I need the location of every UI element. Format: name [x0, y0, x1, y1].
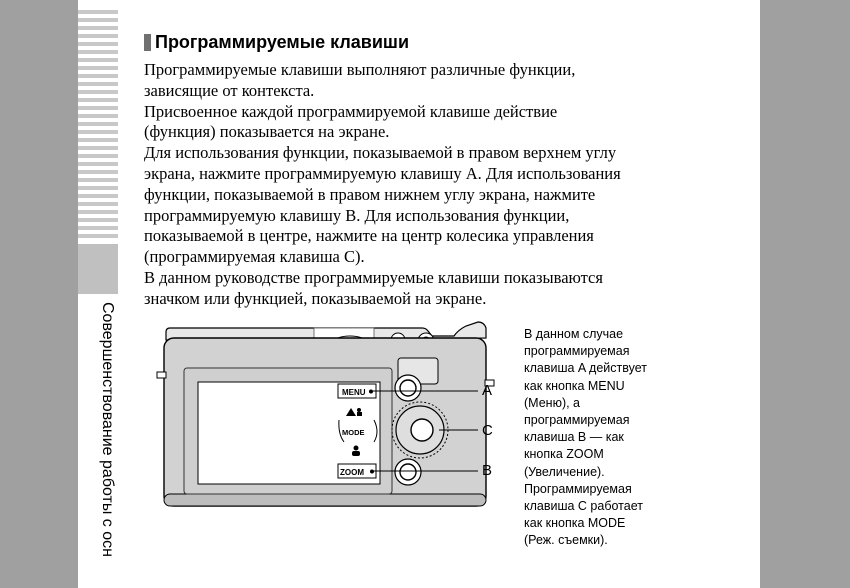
paragraph: [144, 60, 744, 102]
paragraph: [144, 102, 744, 144]
paragraph: [144, 268, 744, 310]
tab-marker: [78, 244, 118, 294]
menu-dot: [369, 390, 373, 394]
camera-bottom-edge: [164, 494, 486, 506]
section-heading: [144, 32, 409, 53]
screen-label-menu: MENU: [342, 388, 366, 397]
text-line: экрана, нажмите программируемую клавишу A. Для использования: [144, 163, 621, 183]
caption-line: кнопка ZOOM: [524, 447, 604, 462]
callout-c: C: [482, 422, 493, 439]
text-line: (программируемая клавиша C).: [144, 247, 365, 267]
caption-line: как кнопка MENU: [524, 378, 625, 393]
body-text: [144, 60, 744, 310]
chapter-tab: [78, 0, 118, 588]
text-line: значком или функцией, показываемой на экране.: [144, 288, 487, 308]
callout-b: B: [482, 462, 493, 479]
caption-line: программируемая: [524, 413, 630, 428]
caption-line: (Увеличение).: [524, 464, 605, 479]
text-line: Присвоенное каждой программируемой клавише действие: [144, 101, 558, 121]
text-line: В данном руководстве программируемые клавиши показываются: [144, 267, 603, 287]
callout-a: A: [482, 382, 493, 399]
screen-label-zoom: ZOOM: [340, 468, 364, 477]
soft-key-c: [411, 419, 433, 441]
caption-line: (Реж. съемки).: [524, 533, 608, 548]
heading-bar: [144, 34, 151, 51]
caption-line: программируемая: [524, 344, 630, 359]
figure-caption: [524, 326, 684, 550]
screen-label-mode: MODE: [342, 428, 365, 437]
text-line: Для использования функции, показываемой в правом верхнем углу: [144, 143, 617, 163]
caption-line: клавиша B — как: [524, 430, 624, 445]
text-line: (функция) показывается на экране.: [144, 122, 390, 142]
soft-key-a: [400, 380, 416, 396]
text-line: функции, показываемой в правом нижнем углу экрана, нажмите: [144, 184, 596, 204]
section-title: Программируемые клавиши: [155, 32, 410, 52]
caption-line: как кнопка MODE: [524, 516, 626, 531]
text-line: программируемую клавишу B. Для использования функции,: [144, 205, 570, 225]
caption-line: клавиша C работает: [524, 499, 643, 514]
text-line: зависящие от контекста.: [144, 80, 315, 100]
zoom-dot: [370, 470, 374, 474]
left-strap-lug: [157, 372, 166, 378]
caption-line: клавиша A действует: [524, 361, 647, 376]
paragraph: [144, 143, 744, 268]
manual-page: [78, 0, 760, 588]
caption-line: В данном случае: [524, 327, 624, 341]
tab-stripes: [78, 10, 118, 240]
caption-line: Программируемая: [524, 481, 632, 496]
camera-back-illustration: [154, 318, 514, 518]
soft-key-b: [400, 464, 416, 480]
chapter-label: Совершенствование работы с осн: [99, 302, 116, 557]
text-line: показываемой в центре, нажмите на центр колесика управления: [144, 226, 594, 246]
caption-line: (Меню), а: [524, 395, 581, 410]
text-line: Программируемые клавиши выполняют различные функции,: [144, 60, 576, 79]
